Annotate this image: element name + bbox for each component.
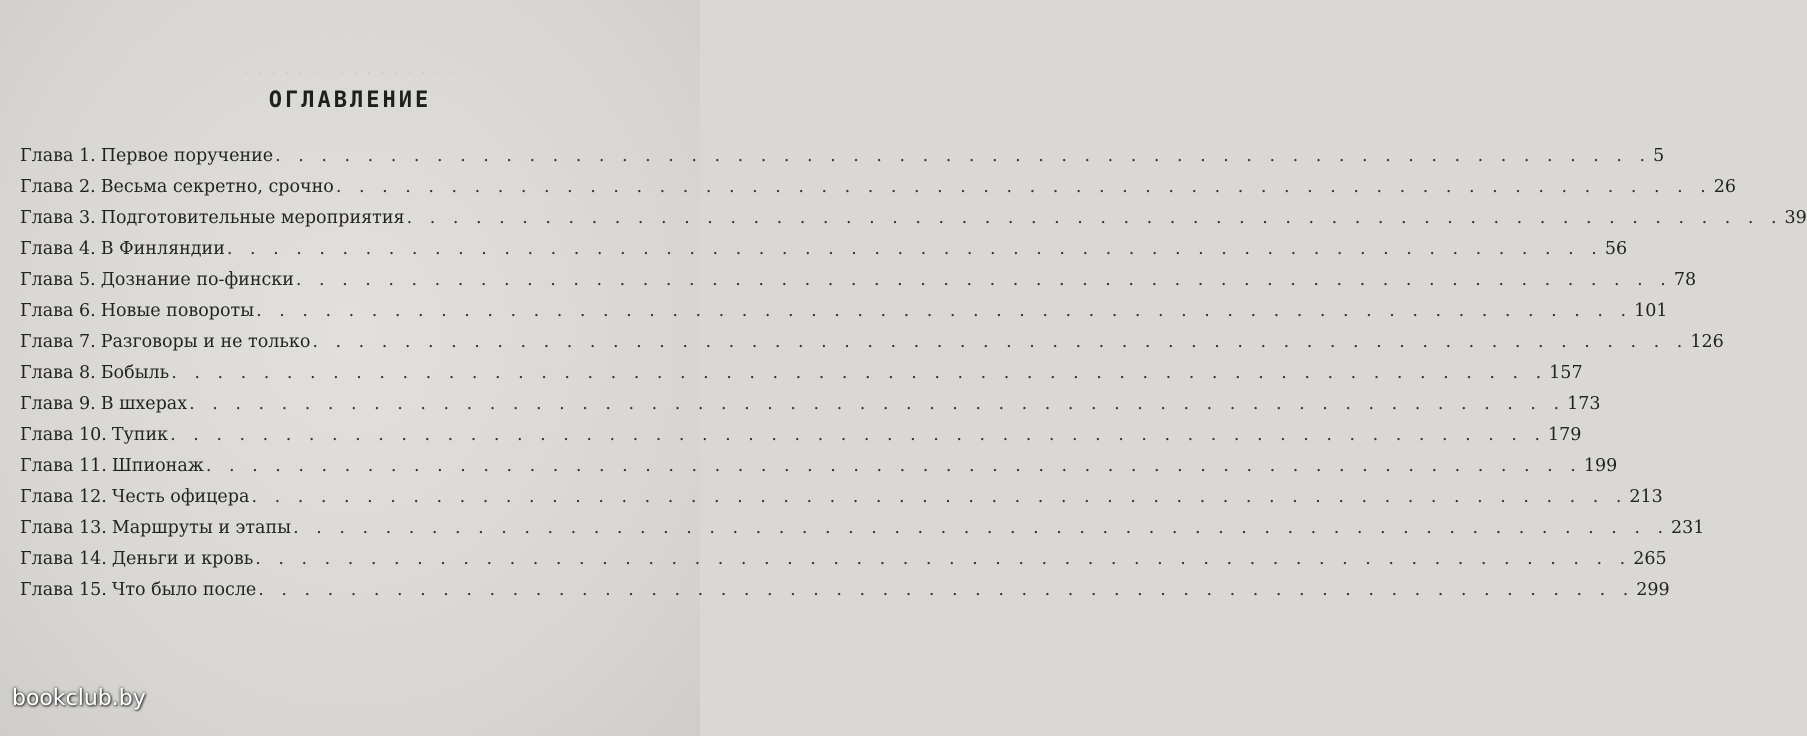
chapter-number: Глава 9. (20, 394, 96, 414)
toc-entry (20, 425, 1582, 456)
chapter-number: Глава 13. (20, 518, 107, 538)
chapter-number: Глава 4. (20, 239, 96, 259)
chapter-title: Тупик (111, 425, 169, 445)
chapter-title: Маршруты и этапы (111, 518, 292, 538)
chapter-page: 157 (1549, 363, 1583, 383)
dot-leader: . . . . . . . . . . . . . . . . . . . . . . . . . . . . . . . . . . . . . . . . . . . . . . . . . . . . . . . . . . . . (275, 146, 1652, 166)
toc-entry (20, 270, 1697, 301)
dot-leader: . . . . . . . . . . . . . . . . . . . . . . . . . . . . . . . . . . . . . . . . . . . . . . . . . . . . . . . . . . . . (335, 177, 1712, 197)
dot-leader: . . . . . . . . . . . . . . . . . . . . . . . . . . . . . . . . . . . . . . . . . . . . . . . . . . . . . . . . . . . . (171, 363, 1548, 383)
chapter-title: Бобыль (100, 363, 170, 383)
chapter-title: Новые повороты (100, 301, 255, 321)
dot-leader: . . . . . . . . . . . . . . . . . . . . . . . . . . . . . . . . . . . . . . . . . . . . . . . . . . . . . . . . . . . . (256, 301, 1633, 321)
table-of-contents (20, 146, 1807, 611)
toc-entry (20, 518, 1705, 549)
toc-entry (20, 549, 1667, 580)
toc-entry (20, 456, 1618, 487)
chapter-page: 101 (1634, 301, 1668, 321)
chapter-number: Глава 5. (20, 270, 96, 290)
dot-leader: . . . . . . . . . . . . . . . . . . . . . . . . . . . . . . . . . . . . . . . . . . . . . . . . . . . . . . . . . . . . (293, 518, 1670, 538)
chapter-number: Глава 6. (20, 301, 96, 321)
chapter-page: 213 (1629, 487, 1663, 507)
dot-leader: . . . . . . . . . . . . . . . . . . . . . . . . . . . . . . . . . . . . . . . . . . . . . . . . . . . . . . . . . . . . (205, 456, 1582, 476)
chapter-page: 199 (1583, 456, 1618, 476)
dot-leader: . . . . . . . . . . . . . . . . . . . . . . . . . . . . . . . . . . . . . . . . . . . . . . . . . . . . . . . . . . . . (295, 270, 1672, 290)
chapter-title: Дознание по-фински (100, 270, 294, 290)
chapter-page: 78 (1673, 270, 1697, 290)
chapter-page: 173 (1567, 394, 1601, 414)
chapter-number: Глава 11. (20, 456, 107, 476)
toc-entry (20, 301, 1668, 332)
chapter-number: Глава 15. (20, 580, 107, 600)
chapter-title: Весьма секретно, срочно (100, 177, 334, 197)
toc-entry (20, 394, 1601, 425)
toc-entry (20, 208, 1807, 239)
chapter-page: 126 (1690, 332, 1724, 352)
toc-entry (20, 239, 1628, 270)
toc-entry (20, 363, 1583, 394)
chapter-title: В Финляндии (100, 239, 225, 259)
dot-leader: . . . . . . . . . . . . . . . . . . . . . . . . . . . . . . . . . . . . . . . . . . . . . . . . . . . . . . . . . . . . (251, 487, 1628, 507)
chapter-page: 39 (1784, 208, 1807, 228)
dot-leader: . . . . . . . . . . . . . . . . . . . . . . . . . . . . . . . . . . . . . . . . . . . . . . . . . . . . . . . . . . . . (226, 239, 1603, 259)
toc-entry (20, 580, 1670, 611)
chapter-number: Глава 14. (20, 549, 107, 569)
dot-leader: . . . . . . . . . . . . . . . . . . . . . . . . . . . . . . . . . . . . . . . . . . . . . . . . . . . . . . . . . . . . (170, 425, 1547, 445)
toc-entry (20, 332, 1724, 363)
chapter-page: 231 (1671, 518, 1705, 538)
chapter-page: 26 (1713, 177, 1737, 197)
chapter-title: Подготовительные мероприятия (100, 208, 405, 228)
chapter-title: Что было после (111, 580, 257, 600)
chapter-title: Первое поручение (100, 146, 274, 166)
chapter-page: 265 (1633, 549, 1667, 569)
toc-title: ОГЛАВЛЕНИЕ (268, 88, 432, 113)
dot-leader: . . . . . . . . . . . . . . . . . . . . . . . . . . . . . . . . . . . . . . . . . . . . . . . . . . . . . . . . . . . . (406, 208, 1783, 228)
toc-entry (20, 177, 1737, 208)
chapter-page: 179 (1548, 425, 1582, 445)
chapter-number: Глава 12. (20, 487, 107, 507)
dot-leader: . . . . . . . . . . . . . . . . . . . . . . . . . . . . . . . . . . . . . . . . . . . . . . . . . . . . . . . . . . . . (258, 580, 1635, 600)
chapter-number: Глава 3. (20, 208, 96, 228)
chapter-number: Глава 2. (20, 177, 96, 197)
chapter-number: Глава 1. (20, 146, 96, 166)
bleed-through-text: · · · · · · · · (306, 34, 394, 44)
chapter-page: 299 (1636, 580, 1670, 600)
chapter-title: Честь офицера (111, 487, 250, 507)
dot-leader: . . . . . . . . . . . . . . . . . . . . . . . . . . . . . . . . . . . . . . . . . . . . . . . . . . . . . . . . . . . . (312, 332, 1689, 352)
chapter-number: Глава 7. (20, 332, 96, 352)
chapter-title: Разговоры и не только (100, 332, 311, 352)
toc-entry (20, 146, 1665, 177)
dot-leader: . . . . . . . . . . . . . . . . . . . . . . . . . . . . . . . . . . . . . . . . . . . . . . . . . . . . . . . . . . . . (255, 549, 1632, 569)
chapter-title: В шхерах (100, 394, 188, 414)
chapter-number: Глава 10. (20, 425, 107, 445)
chapter-title: Деньги и кровь (111, 549, 254, 569)
chapter-page: 56 (1604, 239, 1628, 259)
bleed-through-text: · · · · · · · · · · · · · · · · (244, 66, 456, 80)
dot-leader: . . . . . . . . . . . . . . . . . . . . . . . . . . . . . . . . . . . . . . . . . . . . . . . . . . . . . . . . . . . . (189, 394, 1566, 414)
chapter-page: 5 (1653, 146, 1665, 166)
chapter-number: Глава 8. (20, 363, 96, 383)
watermark: bookclub.by (12, 686, 146, 711)
chapter-title: Шпионаж (111, 456, 204, 476)
toc-entry (20, 487, 1663, 518)
